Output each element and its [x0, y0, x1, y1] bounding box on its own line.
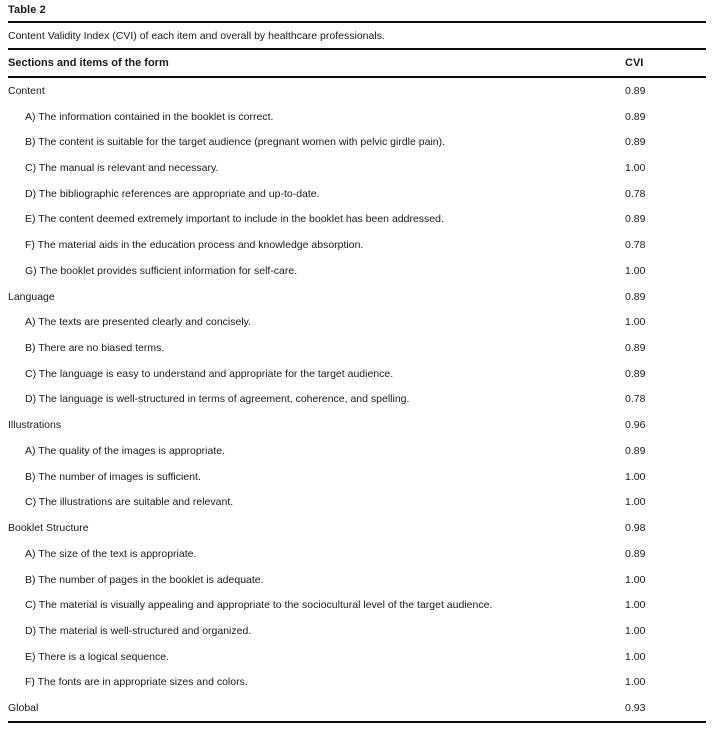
cvi-value: 1.00 — [625, 496, 646, 509]
cvi-value: 0.96 — [625, 419, 646, 432]
table-row — [8, 670, 706, 696]
table-row — [8, 387, 706, 413]
divider-bottom — [8, 721, 706, 723]
item-text: Global — [8, 702, 39, 715]
table-caption: Content Validity Index (CVI) of each item and overall by healthcare professionals. — [8, 30, 385, 42]
item-text: E) The content deemed extremely important to include in the booklet has been addressed. — [25, 213, 444, 226]
cvi-value: 1.00 — [625, 650, 646, 663]
cvi-value: 1.00 — [625, 162, 646, 175]
table-row — [8, 129, 706, 155]
table-row — [8, 207, 706, 233]
item-text: A) The size of the text is appropriate. — [25, 547, 197, 560]
item-text: Language — [8, 290, 55, 303]
cvi-value: 0.89 — [625, 444, 646, 457]
table-row — [8, 644, 706, 670]
cvi-value: 1.00 — [625, 599, 646, 612]
cvi-value: 1.00 — [625, 676, 646, 689]
cvi-value: 0.89 — [625, 342, 646, 355]
item-text: B) The number of pages in the booklet is adequate. — [25, 573, 264, 586]
table-row — [8, 361, 706, 387]
item-text: Content — [8, 84, 45, 97]
table-row — [8, 490, 706, 516]
table-label: Table 2 — [8, 4, 46, 16]
table-row — [8, 181, 706, 207]
item-text: D) The material is well-structured and organized. — [25, 624, 252, 637]
item-text: B) There are no biased terms. — [25, 342, 165, 355]
cvi-value: 0.78 — [625, 239, 646, 252]
cvi-value: 0.98 — [625, 522, 646, 535]
column-header-cvi: CVI — [625, 57, 644, 69]
table-row — [8, 567, 706, 593]
table-header-row — [8, 50, 706, 76]
item-text: C) The illustrations are suitable and relevant. — [25, 496, 234, 509]
item-text: D) The language is well-structured in terms of agreement, coherence, and spelling. — [25, 393, 410, 406]
item-text: D) The bibliographic references are appropriate and up-to-date. — [25, 187, 320, 200]
table-row — [8, 464, 706, 490]
cvi-value: 0.89 — [625, 110, 646, 123]
item-text: E) There is a logical sequence. — [25, 650, 169, 663]
cvi-value: 0.89 — [625, 290, 646, 303]
table-row — [8, 438, 706, 464]
item-text: B) The number of images is sufficient. — [25, 470, 201, 483]
table-row — [8, 78, 706, 104]
table-row — [8, 232, 706, 258]
table-row — [8, 412, 706, 438]
column-header-sections-and-items: Sections and items of the form — [8, 57, 169, 69]
table-row — [8, 541, 706, 567]
table-row — [8, 309, 706, 335]
item-text: B) The content is suitable for the target audience (pregnant women with pelvic girdle pain). — [25, 136, 446, 149]
cvi-value: 0.78 — [625, 187, 646, 200]
cvi-value: 1.00 — [625, 573, 646, 586]
table-row — [8, 104, 706, 130]
item-text: C) The manual is relevant and necessary. — [25, 162, 219, 175]
cvi-value: 0.89 — [625, 547, 646, 560]
item-text: C) The material is visually appealing and appropriate to the sociocultural level of the target audience. — [25, 599, 493, 612]
cvi-value: 1.00 — [625, 470, 646, 483]
item-text: G) The booklet provides sufficient information for self-care. — [25, 264, 298, 277]
item-text: F) The fonts are in appropriate sizes and colors. — [25, 676, 248, 689]
table-row — [8, 155, 706, 181]
table-row — [8, 335, 706, 361]
cvi-value: 0.89 — [625, 213, 646, 226]
cvi-value: 1.00 — [625, 624, 646, 637]
cvi-value: 0.89 — [625, 136, 646, 149]
cvi-value: 0.78 — [625, 393, 646, 406]
item-text: Booklet Structure — [8, 522, 89, 535]
table-body — [8, 78, 706, 721]
table-row — [8, 695, 706, 721]
cvi-value: 0.89 — [625, 84, 646, 97]
cvi-value: 0.89 — [625, 367, 646, 380]
table-row — [8, 515, 706, 541]
item-text: C) The language is easy to understand and appropriate for the target audience. — [25, 367, 394, 380]
cvi-value: 1.00 — [625, 316, 646, 329]
table-row — [8, 618, 706, 644]
item-text: F) The material aids in the education process and knowledge absorption. — [25, 239, 364, 252]
table-row — [8, 258, 706, 284]
item-text: A) The texts are presented clearly and concisely. — [25, 316, 252, 329]
cvi-value: 1.00 — [625, 264, 646, 277]
cvi-value: 0.93 — [625, 702, 646, 715]
table-row — [8, 592, 706, 618]
item-text: A) The quality of the images is appropriate. — [25, 444, 225, 457]
table-row — [8, 284, 706, 310]
item-text: A) The information contained in the booklet is correct. — [25, 110, 274, 123]
item-text: Illustrations — [8, 419, 62, 432]
